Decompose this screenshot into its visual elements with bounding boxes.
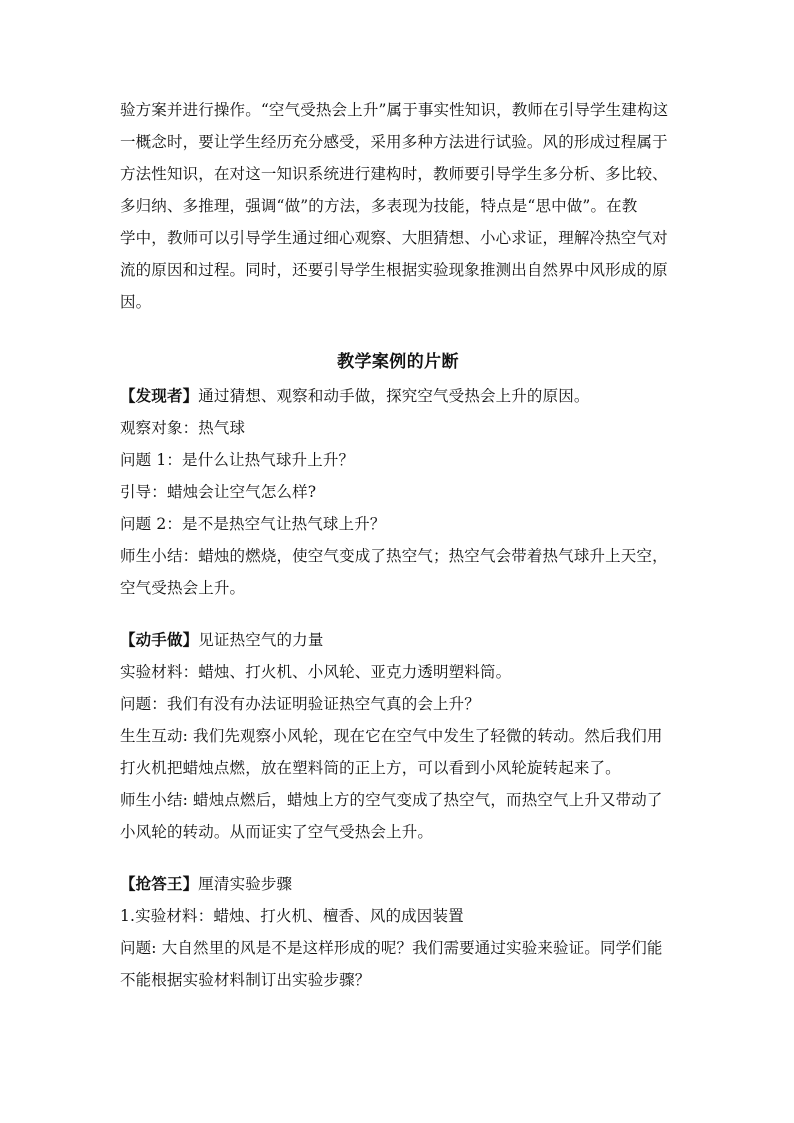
section-heading-text: 通过猜想、观察和动手做，探究空气受热会上升的原因。 (198, 387, 590, 405)
section-line: 问题 2：是不是热空气让热气球上升？ (120, 515, 386, 533)
paragraph-line: 一概念时，要让学生经历充分感受，采用多种方法进行试验。风的形成过程属于 (120, 133, 668, 151)
section-line: 问题 1：是什么让热气球升上升？ (120, 451, 355, 469)
section-line: 引导：蜡烛会让空气怎么样? (120, 483, 317, 501)
section-line: 小风轮的转动。从而证实了空气受热会上升。 (120, 823, 434, 841)
section-discoverer (120, 380, 676, 604)
section-quick-answer (120, 868, 676, 996)
section-line: 打火机把蜡烛点燃，放在塑料筒的正上方，可以看到小风轮旋转起来了。 (120, 759, 621, 777)
section-tag: 【发现者】 (120, 386, 199, 405)
section-line: 问题: 大自然里的风是不是这样形成的呢？我们需要通过实验来验证。同学们能 (120, 939, 663, 957)
paragraph-line: 多归纳、多推理，强调“做”的方法，多表现为技能，特点是“思中做”。在教 (120, 197, 638, 215)
spacer (120, 604, 676, 624)
section-line: 1.实验材料：蜡烛、打火机、檀香、风的成因装置 (120, 907, 464, 925)
section-line: 实验材料：蜡烛、打火机、小风轮、亚克力透明塑料筒。 (120, 663, 512, 681)
paragraph-line: 验方案并进行操作。“空气受热会上升”属于事实性知识，教师在引导学生建构这 (120, 101, 669, 119)
paragraph-line: 学中，教师可以引导学生通过细心观察、大胆猜想、小心求证，理解冷热空气对 (120, 229, 668, 247)
section-tag: 【动手做】 (120, 630, 199, 649)
section-line: 生生互动: 我们先观察小风轮，现在它在空气中发生了轻微的转动。然后我们用 (120, 727, 663, 745)
spacer (120, 318, 676, 344)
section-tag: 【抢答王】 (120, 874, 199, 893)
section-line: 问题：我们有没有办法证明验证热空气真的会上升？ (120, 695, 480, 713)
intro-paragraph (120, 94, 676, 318)
paragraph-line: 方法性知识，在对这一知识系统进行建构时，教师要引导学生多分析、多比较、 (120, 165, 668, 183)
spacer (120, 848, 676, 868)
section-line: 观察对象：热气球 (120, 419, 246, 437)
section-line: 空气受热会上升。 (120, 579, 246, 597)
section-title: 教学案例的片断 (337, 352, 459, 372)
section-line: 师生小结：蜡烛的燃烧，使空气变成了热空气；热空气会带着热气球升上天空， (120, 547, 668, 565)
section-heading-text: 见证热空气的力量 (198, 631, 324, 649)
section-heading (120, 868, 676, 900)
section-hands-on (120, 624, 676, 848)
section-line: 师生小结: 蜡烛点燃后，蜡烛上方的空气变成了热空气，而热空气上升又带动了 (120, 791, 663, 809)
paragraph-line: 因。 (120, 293, 152, 311)
section-heading (120, 380, 676, 412)
paragraph-line: 流的原因和过程。同时，还要引导学生根据实验现象推测出自然界中风形成的原 (120, 261, 668, 279)
section-heading-text: 厘清实验步骤 (198, 875, 293, 893)
section-line: 不能根据实验材料制订出实验步骤？ (120, 971, 371, 989)
document-content (120, 94, 676, 996)
section-heading (120, 624, 676, 656)
